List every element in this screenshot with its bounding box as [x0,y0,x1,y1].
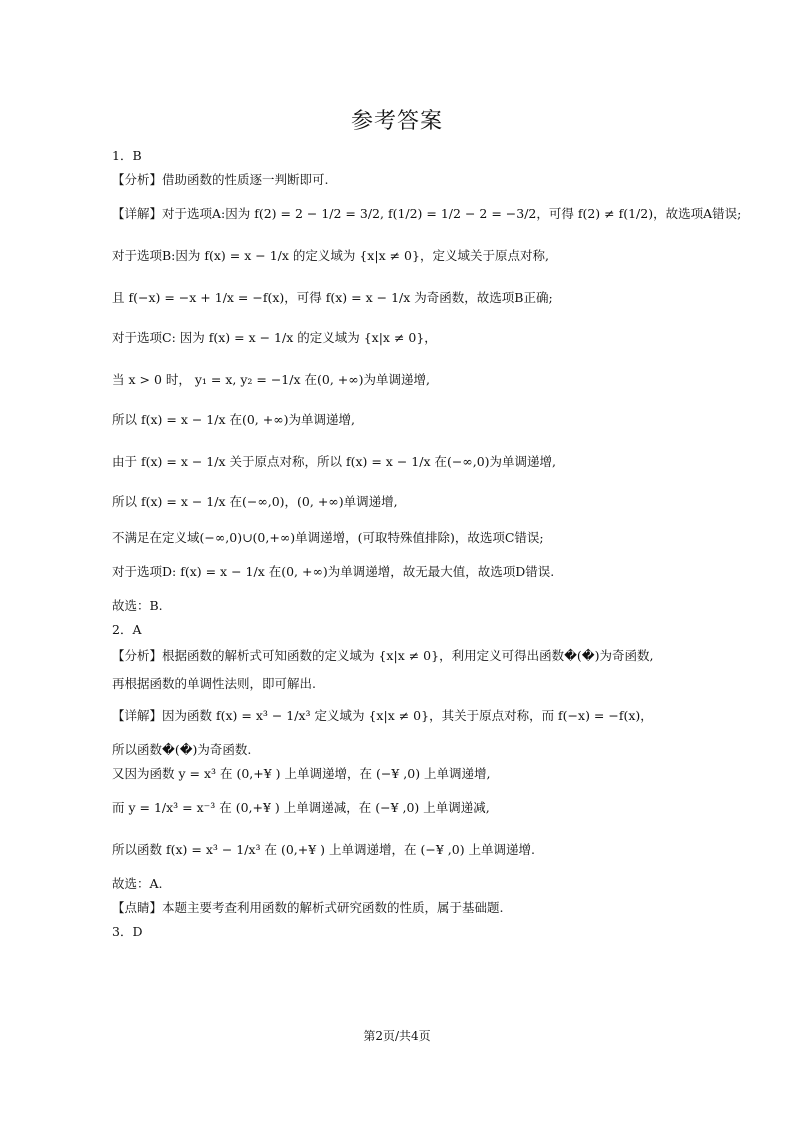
answer-1-analysis: 【分析】借助函数的性质逐一判断即可. [112,172,329,187]
answer-1-detail-d: 对于选项D: f(x) = x − 1/x 在(0, +∞)为单调递增，故无最大值，故选项D错误. [112,564,555,579]
answer-1-detail-c6: 不满足在定义域(−∞,0)∪(0,+∞)单调递增，(可取特殊值排除)，故选项C错误; [112,530,544,545]
answer-2-analysis: 【分析】根据函数的解析式可知函数的定义域为 {x|x ≠ 0}，利用定义可得出函数�(�)为奇函数, [112,648,654,663]
answer-2-choice: 故选：A. [112,876,163,891]
answer-1-detail-b2: 且 f(−x) = −x + 1/x = −f(x)，可得 f(x) = x − 1/x 为奇函数，故选项B正确; [112,290,553,305]
answer-2-detail: 【详解】因为函数 f(x) = x³ − 1/x³ 定义域为 {x|x ≠ 0}，其关于原点对称，而 f(−x) = −f(x)， [112,708,653,723]
answer-1-choice: 故选：B. [112,598,163,613]
page-footer: 第2页/共4页 [363,1029,431,1043]
answer-1-detail-c3: 所以 f(x) = x − 1/x 在(0, +∞)为单调递增, [112,412,355,427]
page-title: 参考答案 [350,109,443,134]
answer-1-number: 1．B [112,148,142,163]
answer-2-detail-3: 又因为函数 y = x³ 在 (0,+¥ ) 上单调递增，在 (−¥ ,0) 上单调递增, [112,766,491,781]
answer-1-detail-c4: 由于 f(x) = x − 1/x 关于原点对称，所以 f(x) = x − 1/x 在(−∞,0)为单调递增, [112,454,557,469]
answer-1-detail-c: 对于选项C: 因为 f(x) = x − 1/x 的定义域为 {x|x ≠ 0}， [112,330,437,345]
answer-1-detail-c5: 所以 f(x) = x − 1/x 在(−∞,0)，(0, +∞)单调递增, [112,494,398,509]
answer-1-detail-b: 对于选项B:因为 f(x) = x − 1/x 的定义域为 {x|x ≠ 0}，定义域关于原点对称, [112,248,549,263]
answer-3-number: 3．D [112,924,143,939]
answer-1-detail-a: 【详解】对于选项A:因为 f(2) = 2 − 1/2 = 3/2, f(1/2) = 1/2 − 2 = −3/2，可得 f(2) ≠ f(1/2)，故选项A错误; [112,206,742,221]
answer-2-detail-2: 所以函数�(�)为奇函数. [112,742,252,757]
answer-2-detail-5: 所以函数 f(x) = x³ − 1/x³ 在 (0,+¥ ) 上单调递增，在 (−¥ ,0) 上单调递增. [112,842,536,857]
answer-2-analysis-2: 再根据函数的单调性法则，即可解出. [112,676,316,691]
answer-2-comment: 【点睛】本题主要考查利用函数的解析式研究函数的性质，属于基础题. [112,900,504,915]
answer-2-detail-4: 而 y = 1/x³ = x⁻³ 在 (0,+¥ ) 上单调递减，在 (−¥ ,0) 上单调递减, [112,800,490,815]
answer-2-number: 2．A [112,622,142,637]
answer-1-detail-c2: 当 x > 0 时， y₁ = x, y₂ = −1/x 在(0, +∞)为单调递增, [112,372,430,387]
